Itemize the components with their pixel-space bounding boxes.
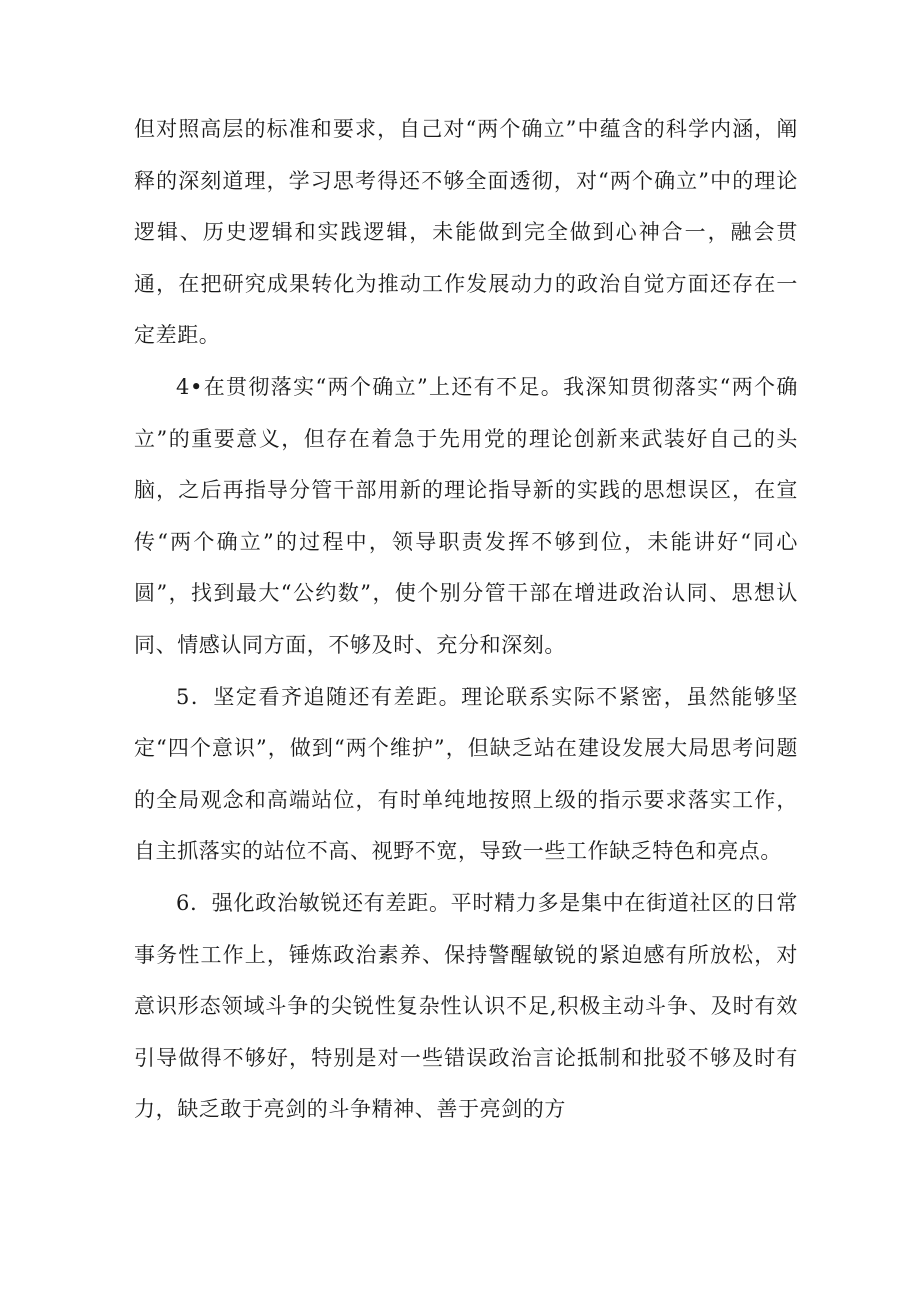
paragraph-item-4: 4•在贯彻落实“两个确立”上还有不足。我深知贯彻落实“两个确立”的重要意义，但存在着急于先用党的理论创新来武装好自己的头脑，之后再指导分管干部用新的理论指导新的实践的思想误区，在宣传“两个确立”的过程中，领导职责发挥不够到位，未能讲好“同心圆”，找到最大“公约数”，使个别分管干部在增进政治认同、思想认同、情感认同方面，不够及时、充分和深刻。 bbox=[134, 374, 798, 657]
paragraph-item-5: 5．坚定看齐追随还有差距。理论联系实际不紧密，虽然能够坚定“四个意识”，做到“两个维护”，但缺乏站在建设发展大局思考问题的全局观念和高端站位，有时单纯地按照上级的指示要求落实工作，自主抓落实的站位不高、视野不宽，导致一些工作缺乏特色和亮点。 bbox=[134, 684, 798, 864]
paragraph-continuation: 但对照高层的标准和要求，自己对“两个确立”中蕴含的科学内涵，阐释的深刻道理，学习思考得还不够全面透彻，对“两个确立”中的理论逻辑、历史逻辑和实践逻辑，未能做到完全做到心神合一，融会贯通，在把研究成果转化为推动工作发展动力的政治自觉方面还存在一定差距。 bbox=[134, 117, 798, 348]
document-body bbox=[134, 104, 798, 1136]
paragraph-item-6: 6．强化政治敏锐还有差距。平时精力多是集中在街道社区的日常事务性工作上，锤炼政治素养、保持警醒敏锐的紧迫感有所放松，对意识形态领域斗争的尖锐性复杂性认识不足,积极主动斗争、及时有效引导做得不够好，特别是对一些错误政治言论抵制和批驳不够及时有力，缺乏敢于亮剑的斗争精神、善于亮剑的方 bbox=[134, 890, 798, 1122]
